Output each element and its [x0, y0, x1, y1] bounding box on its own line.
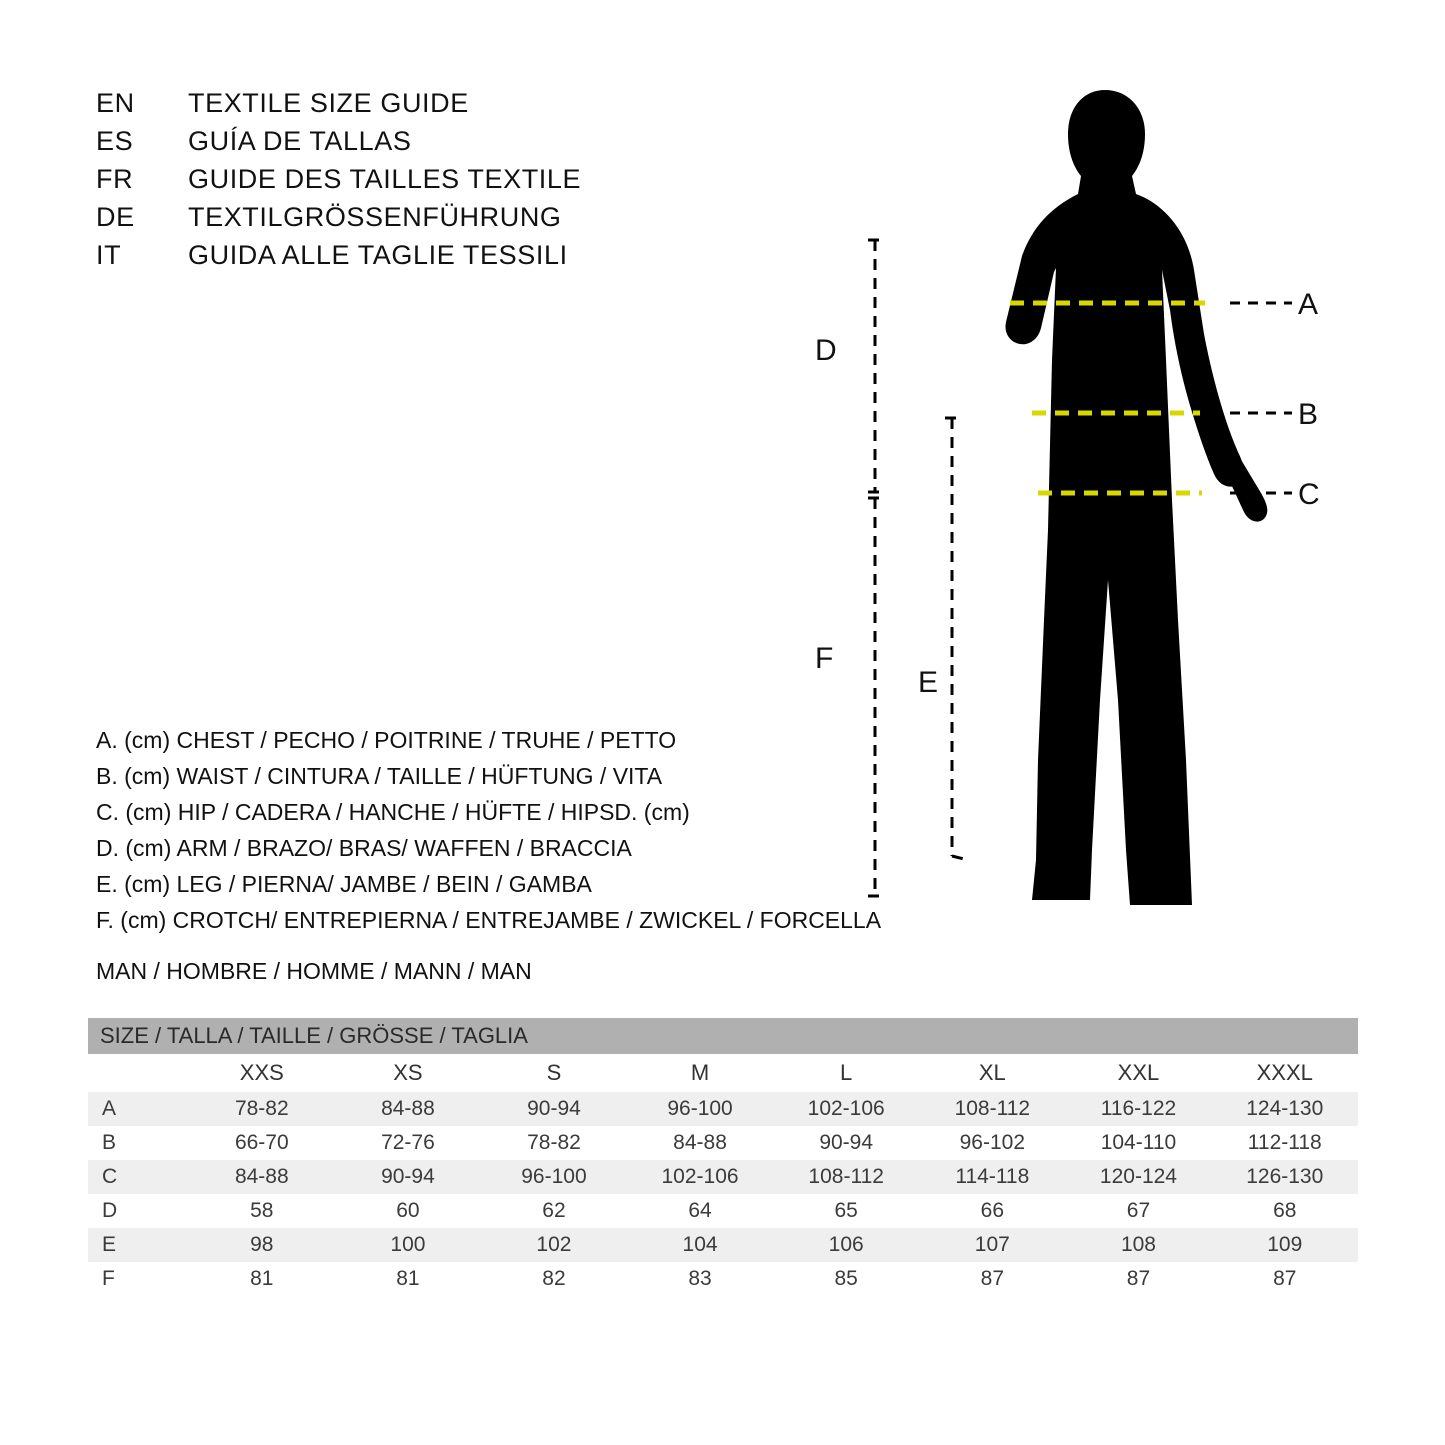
- cell-a-xxl: 116-122: [1065, 1092, 1211, 1126]
- cell-f-l: 85: [773, 1262, 919, 1296]
- marker-label-f: F: [815, 642, 834, 675]
- cell-f-xxxl: 87: [1212, 1262, 1358, 1296]
- row-label-a: A: [88, 1092, 189, 1126]
- row-label-f: F: [88, 1262, 189, 1296]
- cell-d-xxs: 58: [189, 1194, 335, 1228]
- title-text-it: GUIDA ALLE TAGLIE TESSILI: [188, 240, 568, 270]
- legend-item-f: F. (cm) CROTCH/ ENTREPIERNA / ENTREJAMBE / ZWICKEL / FORCELLA: [96, 907, 882, 933]
- cell-c-m: 102-106: [627, 1160, 773, 1194]
- cell-a-s: 90-94: [481, 1092, 627, 1126]
- body-measurement-diagram: [800, 60, 1400, 960]
- title-row-fr: [96, 164, 736, 202]
- size-col-xxxl: XXXL: [1212, 1054, 1358, 1092]
- marker-label-d: D: [815, 334, 837, 367]
- bracket-d: [868, 240, 882, 492]
- size-col-xxs: XXS: [189, 1054, 335, 1092]
- cell-f-xs: 81: [335, 1262, 481, 1296]
- cell-b-xl: 96-102: [919, 1126, 1065, 1160]
- size-col-xxl: XXL: [1065, 1054, 1211, 1092]
- cell-a-xl: 108-112: [919, 1092, 1065, 1126]
- size-col-xl: XL: [919, 1054, 1065, 1092]
- title-lang-fr: FR: [96, 164, 134, 194]
- cell-c-xxl: 120-124: [1065, 1160, 1211, 1194]
- row-label-e: E: [88, 1228, 189, 1262]
- cell-c-xs: 90-94: [335, 1160, 481, 1194]
- cell-f-s: 82: [481, 1262, 627, 1296]
- cell-d-m: 64: [627, 1194, 773, 1228]
- legend-item-c: C. (cm) HIP / CADERA / HANCHE / HÜFTE / HIPSD. (cm): [96, 799, 690, 825]
- cell-e-xl: 107: [919, 1228, 1065, 1262]
- title-lang-it: IT: [96, 240, 122, 270]
- table-row: [88, 1160, 1358, 1194]
- cell-a-l: 102-106: [773, 1092, 919, 1126]
- row-label-b: B: [88, 1126, 189, 1160]
- bracket-e: [945, 418, 968, 860]
- row-label-c: C: [88, 1160, 189, 1194]
- cell-a-xxs: 78-82: [189, 1092, 335, 1126]
- cell-c-xl: 114-118: [919, 1160, 1065, 1194]
- legend-item-a: A. (cm) CHEST / PECHO / POITRINE / TRUHE / PETTO: [96, 727, 677, 753]
- title-row-de: [96, 202, 736, 240]
- title-row-en: [96, 88, 736, 126]
- cell-b-xxl: 104-110: [1065, 1126, 1211, 1160]
- title-text-de: TEXTILGRÖSSENFÜHRUNG: [188, 202, 562, 232]
- table-row: [88, 1262, 1358, 1296]
- cell-b-l: 90-94: [773, 1126, 919, 1160]
- table-header-row: [88, 1018, 1358, 1054]
- cell-b-xxs: 66-70: [189, 1126, 335, 1160]
- legend-item-b: B. (cm) WAIST / CINTURA / TAILLE / HÜFTUNG / VITA: [96, 763, 663, 789]
- title-row-it: [96, 240, 736, 278]
- title-lang-de: DE: [96, 202, 135, 232]
- table-row: [88, 1194, 1358, 1228]
- cell-f-xl: 87: [919, 1262, 1065, 1296]
- cell-c-xxxl: 126-130: [1212, 1160, 1358, 1194]
- table-size-row: [88, 1054, 1358, 1092]
- cell-e-xxl: 108: [1065, 1228, 1211, 1262]
- cell-d-xs: 60: [335, 1194, 481, 1228]
- table-header-label: SIZE / TALLA / TAILLE / GRÖSSE / TAGLIA: [88, 1018, 1358, 1054]
- title-lang-en: EN: [96, 88, 135, 118]
- cell-e-xs: 100: [335, 1228, 481, 1262]
- size-col-l: L: [773, 1054, 919, 1092]
- marker-label-a: A: [1298, 288, 1319, 321]
- cell-b-m: 84-88: [627, 1126, 773, 1160]
- row-label-d: D: [88, 1194, 189, 1228]
- size-chart-table: [88, 1018, 1358, 1296]
- size-col-xs: XS: [335, 1054, 481, 1092]
- marker-label-c: C: [1298, 478, 1320, 511]
- title-row-es: [96, 126, 736, 164]
- title-text-en: TEXTILE SIZE GUIDE: [188, 88, 469, 118]
- cell-a-xxxl: 124-130: [1212, 1092, 1358, 1126]
- size-row-corner: [88, 1054, 189, 1092]
- table-row: [88, 1126, 1358, 1160]
- cell-c-l: 108-112: [773, 1160, 919, 1194]
- cell-d-xl: 66: [919, 1194, 1065, 1228]
- cell-d-l: 65: [773, 1194, 919, 1228]
- cell-e-l: 106: [773, 1228, 919, 1262]
- bracket-f: [868, 498, 882, 896]
- cell-d-xxl: 67: [1065, 1194, 1211, 1228]
- cell-a-xs: 84-88: [335, 1092, 481, 1126]
- cell-d-s: 62: [481, 1194, 627, 1228]
- cell-e-m: 104: [627, 1228, 773, 1262]
- legend-item-d: D. (cm) ARM / BRAZO/ BRAS/ WAFFEN / BRACCIA: [96, 835, 632, 861]
- cell-b-xxxl: 112-118: [1212, 1126, 1358, 1160]
- cell-a-m: 96-100: [627, 1092, 773, 1126]
- gender-label: MAN / HOMBRE / HOMME / MANN / MAN: [96, 958, 532, 984]
- marker-label-b: B: [1298, 398, 1319, 431]
- cell-d-xxxl: 68: [1212, 1194, 1358, 1228]
- cell-c-s: 96-100: [481, 1160, 627, 1194]
- title-lang-es: ES: [96, 126, 134, 156]
- size-col-s: S: [481, 1054, 627, 1092]
- title-text-fr: GUIDE DES TAILLES TEXTILE: [188, 164, 582, 194]
- body-silhouette: [1006, 90, 1268, 905]
- cell-e-xxs: 98: [189, 1228, 335, 1262]
- size-col-m: M: [627, 1054, 773, 1092]
- cell-f-xxs: 81: [189, 1262, 335, 1296]
- cell-f-xxl: 87: [1065, 1262, 1211, 1296]
- legend-item-e: E. (cm) LEG / PIERNA/ JAMBE / BEIN / GAMBA: [96, 871, 592, 897]
- cell-e-xxxl: 109: [1212, 1228, 1358, 1262]
- cell-c-xxs: 84-88: [189, 1160, 335, 1194]
- measurement-legend: [96, 722, 896, 938]
- title-block: [96, 88, 736, 278]
- cell-b-s: 78-82: [481, 1126, 627, 1160]
- cell-f-m: 83: [627, 1262, 773, 1296]
- table-row: [88, 1228, 1358, 1262]
- marker-label-e: E: [918, 666, 939, 699]
- cell-b-xs: 72-76: [335, 1126, 481, 1160]
- table-row: [88, 1092, 1358, 1126]
- cell-e-s: 102: [481, 1228, 627, 1262]
- title-text-es: GUÍA DE TALLAS: [188, 126, 412, 156]
